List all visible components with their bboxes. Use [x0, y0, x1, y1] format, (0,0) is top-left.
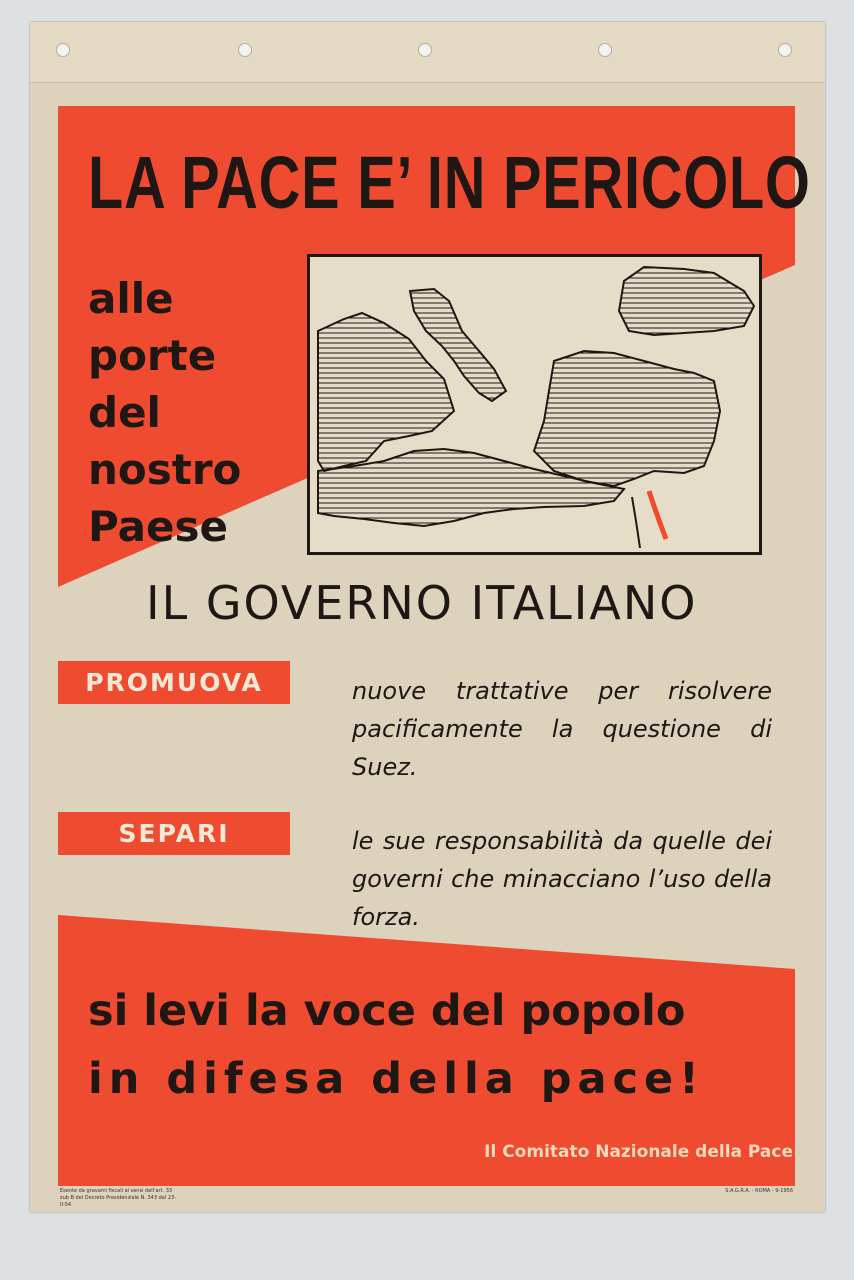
- subtitle-line: del: [88, 388, 161, 437]
- action-text-separi: le sue responsabilità da quelle dei governi che minacciano l’uso della forza.: [352, 827, 772, 931]
- action-label-separi: SEPARI: [58, 812, 290, 855]
- subtitle-line: Paese: [88, 502, 228, 551]
- mediterranean-map: [307, 254, 762, 555]
- subtitle-line: nostro: [88, 445, 242, 494]
- action-label-promuova: PROMUOVA: [58, 661, 290, 704]
- fine-print-right: S.A.G.R.A. - ROMA - 9-1956: [725, 1188, 793, 1194]
- poster: [30, 22, 825, 1212]
- map-icon: [314, 261, 755, 548]
- subtitle-line: alle: [88, 274, 174, 323]
- subtitle-line: porte: [88, 331, 217, 380]
- action-text-promuova: nuove trattative per risolvere pacificamente la questione di Suez.: [352, 677, 772, 781]
- subtitle: [88, 270, 308, 555]
- slogan-line: in difesa della pace!: [88, 1054, 705, 1104]
- poster-title: LA PACE E’ IN PERICOLO: [88, 141, 811, 224]
- committee-signature: Il Comitato Nazionale della Pace: [484, 1142, 793, 1162]
- government-heading: IL GOVERNO ITALIANO: [146, 576, 698, 630]
- suez-canal-highlight: [649, 491, 666, 539]
- slogan-line: si levi la voce del popolo: [88, 986, 686, 1036]
- fine-print-left: Esente da gravami fiscali ai sensi dell'art. 33 sub B del Decreto Presidenziale N. 343 del 23-II-54: [60, 1188, 177, 1208]
